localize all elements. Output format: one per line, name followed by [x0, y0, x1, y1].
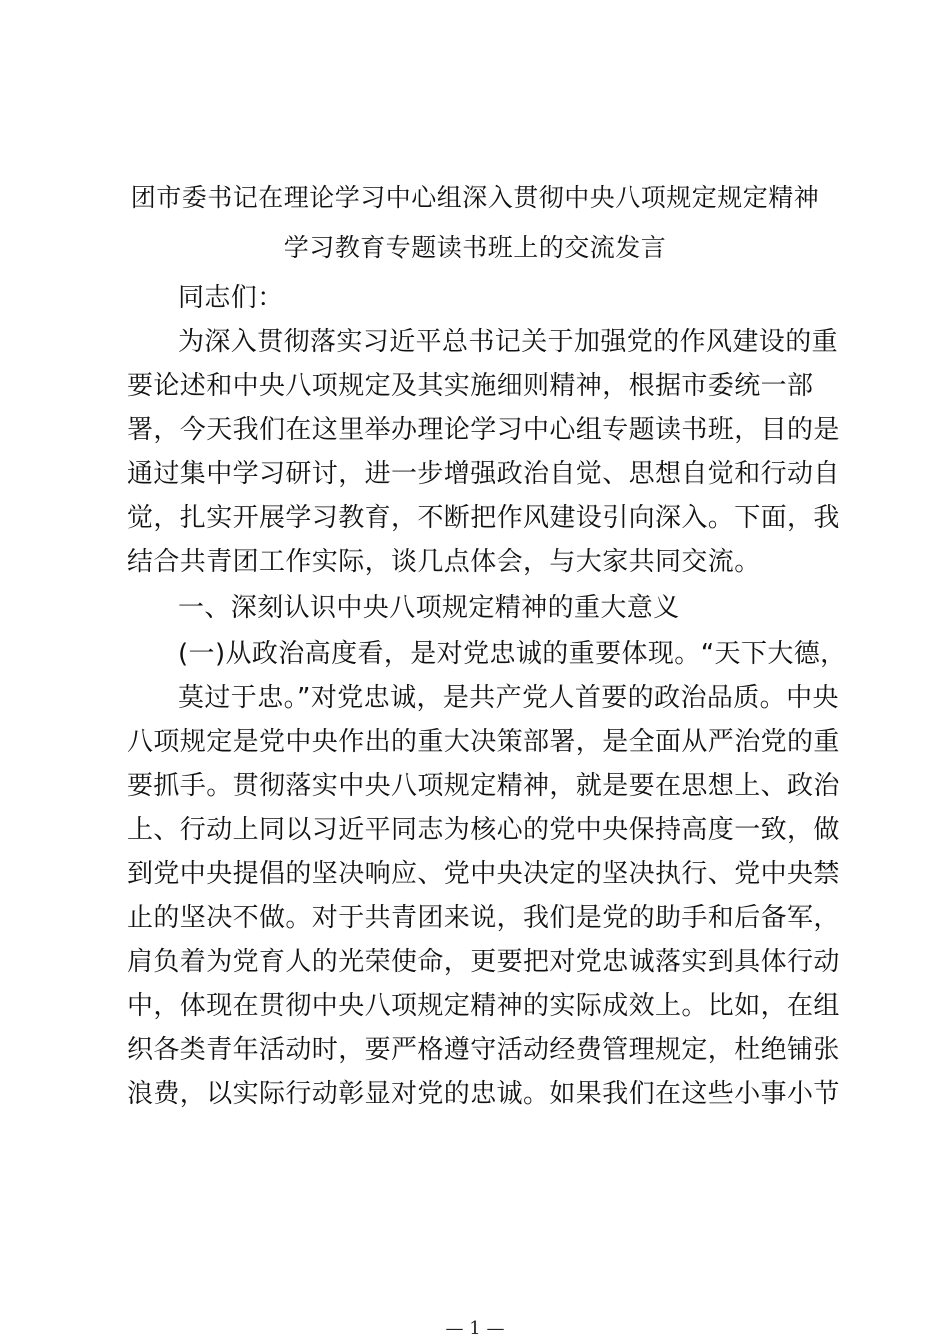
body-line: 结合共青团工作实际，谈几点体会，与大家共同交流。 — [127, 547, 761, 577]
body-line: 为深入贯彻落实习近平总书记关于加强党的作风建设的重 — [178, 327, 839, 357]
body-line: 浪费，以实际行动彰显对党的忠诚。如果我们在这些小事小节 — [127, 1079, 840, 1109]
body-line: 觉，扎实开展学习教育，不断把作风建设引向深入。下面，我 — [127, 503, 840, 533]
body-line: 莫过于忠。”对党忠诚，是共产党人首要的政治品质。中央 — [178, 683, 839, 713]
document-title-line-1: 团市委书记在理论学习中心组深入贯彻中央八项规定规定精神 — [130, 183, 820, 212]
body-line: 织各类青年活动时，要严格遵守活动经费管理规定，杜绝铺张 — [127, 1035, 840, 1065]
page-number: — 1 — — [445, 1318, 505, 1339]
body-line: 署，今天我们在这里举办理论学习中心组专题读书班，目的是 — [127, 415, 840, 445]
body-line: 止的坚决不做。对于共青团来说，我们是党的助手和后备军， — [127, 903, 840, 933]
section-heading: 一、深刻认识中央八项规定精神的重大意义 — [178, 593, 680, 623]
subsection-heading: (一)从政治高度看，是对党忠诚的重要体现。“天下大德， — [178, 639, 847, 669]
body-line: 要抓手。贯彻落实中央八项规定精神，就是要在思想上、政治 — [127, 771, 840, 801]
body-line: 上、行动上同以习近平同志为核心的党中央保持高度一致，做 — [127, 815, 840, 845]
body-line: 八项规定是党中央作出的重大决策部署，是全面从严治党的重 — [127, 727, 840, 757]
body-line: 要论述和中央八项规定及其实施细则精神，根据市委统一部 — [127, 371, 814, 401]
document-title-line-2: 学习教育专题读书班上的交流发言 — [283, 233, 667, 262]
salutation: 同志们： — [178, 283, 284, 313]
body-line: 到党中央提倡的坚决响应、党中央决定的坚决执行、党中央禁 — [127, 859, 840, 889]
body-line: 肩负着为党育人的光荣使命，更要把对党忠诚落实到具体行动 — [127, 947, 840, 977]
body-line: 中，体现在贯彻中央八项规定精神的实际成效上。比如，在组 — [127, 991, 840, 1021]
body-line: 通过集中学习研讨，进一步增强政治自觉、思想自觉和行动自 — [127, 459, 840, 489]
